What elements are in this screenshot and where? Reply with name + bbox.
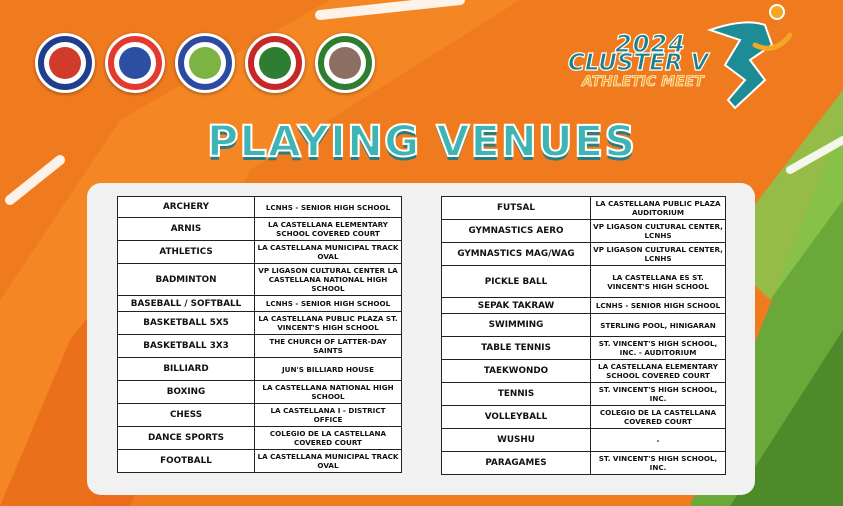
table-row	[118, 450, 402, 473]
table-row	[442, 220, 726, 243]
venue-cell: COLEGIO DE LA CASTELLANA COVERED COURT	[255, 427, 402, 450]
sport-cell: BADMINTON	[118, 264, 255, 296]
sport-cell: GYMNASTICS MAG/WAG	[442, 243, 591, 266]
table-row	[442, 243, 726, 266]
venue-cell: VP LIGASON CULTURAL CENTER LA CASTELLANA NATIONAL HIGH SCHOOL	[255, 264, 402, 296]
table-row	[118, 218, 402, 241]
table-row	[118, 404, 402, 427]
venue-cell: -	[591, 429, 726, 452]
sport-cell: TABLE TENNIS	[442, 337, 591, 360]
sport-cell: TENNIS	[442, 383, 591, 406]
table-row	[118, 241, 402, 264]
venue-cell: LA CASTELLANA PUBLIC PLAZA ST. VINCENT'S HIGH SCHOOL	[255, 312, 402, 335]
table-row	[118, 381, 402, 404]
venue-cell: ST. VINCENT'S HIGH SCHOOL, INC. - AUDITORIUM	[591, 337, 726, 360]
sport-cell: BOXING	[118, 381, 255, 404]
sport-cell: FUTSAL	[442, 197, 591, 220]
sport-cell: PICKLE BALL	[442, 266, 591, 298]
venue-cell: LA CASTELLANA I - DISTRICT OFFICE	[255, 404, 402, 427]
sport-cell: SWIMMING	[442, 314, 591, 337]
venues-table-right	[441, 196, 726, 475]
table-row	[118, 427, 402, 450]
venue-cell: ST. VINCENT'S HIGH SCHOOL, INC.	[591, 452, 726, 475]
sport-cell: PARAGAMES	[442, 452, 591, 475]
venue-cell: LCNHS - SENIOR HIGH SCHOOL	[255, 197, 402, 218]
venue-cell: LA CASTELLANA ES ST. VINCENT'S HIGH SCHOOL	[591, 266, 726, 298]
table-row	[442, 406, 726, 429]
venue-cell: VP LIGASON CULTURAL CENTER, LCNHS	[591, 220, 726, 243]
sport-cell: TAEKWONDO	[442, 360, 591, 383]
venue-cell: JUN'S BILLIARD HOUSE	[255, 358, 402, 381]
venue-cell: LCNHS - SENIOR HIGH SCHOOL	[255, 296, 402, 312]
event-logo	[560, 0, 800, 110]
sport-cell: GYMNASTICS AERO	[442, 220, 591, 243]
venue-cell: LA CASTELLANA ELEMENTARY SCHOOL COVERED COURT	[255, 218, 402, 241]
sport-cell: DANCE SPORTS	[118, 427, 255, 450]
event-subtitle: ATHLETIC MEET	[582, 74, 704, 90]
table-row	[118, 296, 402, 312]
seal-municipal-icon	[175, 33, 235, 93]
seal-binalbagan-icon	[35, 33, 95, 93]
seal-moises-padilla-icon	[315, 33, 375, 93]
table-row	[442, 383, 726, 406]
venue-cell: COLEGIO DE LA CASTELLANA COVERED COURT	[591, 406, 726, 429]
sport-cell: WUSHU	[442, 429, 591, 452]
venue-cell: LA CASTELLANA MUNICIPAL TRACK OVAL	[255, 450, 402, 473]
seals-row	[35, 33, 375, 93]
sport-cell: BILLIARD	[118, 358, 255, 381]
sport-cell: BASEBALL / SOFTBALL	[118, 296, 255, 312]
table-row	[118, 358, 402, 381]
event-title: CLUSTER V	[568, 50, 709, 76]
venue-cell: LA CASTELLANA ELEMENTARY SCHOOL COVERED COURT	[591, 360, 726, 383]
venue-cell: ST. VINCENT'S HIGH SCHOOL, INC.	[591, 383, 726, 406]
venue-cell: LA CASTELLANA PUBLIC PLAZA AUDITORIUM	[591, 197, 726, 220]
venue-cell: LCNHS - SENIOR HIGH SCHOOL	[591, 298, 726, 314]
sport-cell: SEPAK TAKRAW	[442, 298, 591, 314]
table-row	[442, 197, 726, 220]
sport-cell: ATHLETICS	[118, 241, 255, 264]
table-row	[118, 264, 402, 296]
table-row	[442, 337, 726, 360]
venue-cell: LA CASTELLANA NATIONAL HIGH SCHOOL	[255, 381, 402, 404]
table-row	[442, 314, 726, 337]
page-title: PLAYING VENUES	[206, 117, 637, 167]
venue-cell: LA CASTELLANA MUNICIPAL TRACK OVAL	[255, 241, 402, 264]
sport-cell: FOOTBALL	[118, 450, 255, 473]
sport-cell: VOLLEYBALL	[442, 406, 591, 429]
seal-la-castellana-icon	[245, 33, 305, 93]
table-row	[442, 452, 726, 475]
event-year: 2024	[615, 30, 686, 58]
sport-cell: CHESS	[118, 404, 255, 427]
table-row	[118, 335, 402, 358]
sport-cell: ARNIS	[118, 218, 255, 241]
sport-cell: BASKETBALL 5X5	[118, 312, 255, 335]
sport-cell: BASKETBALL 3X3	[118, 335, 255, 358]
venue-cell: VP LIGASON CULTURAL CENTER, LCNHS	[591, 243, 726, 266]
table-row	[442, 298, 726, 314]
venue-cell: STERLING POOL, HINIGARAN	[591, 314, 726, 337]
seal-hinigaran-icon	[105, 33, 165, 93]
venues-table-left	[117, 196, 402, 473]
table-row	[118, 197, 402, 218]
venue-cell: THE CHURCH OF LATTER-DAY SAINTS	[255, 335, 402, 358]
table-row	[442, 360, 726, 383]
table-row	[118, 312, 402, 335]
sport-cell: ARCHERY	[118, 197, 255, 218]
table-row	[442, 429, 726, 452]
table-row	[442, 266, 726, 298]
